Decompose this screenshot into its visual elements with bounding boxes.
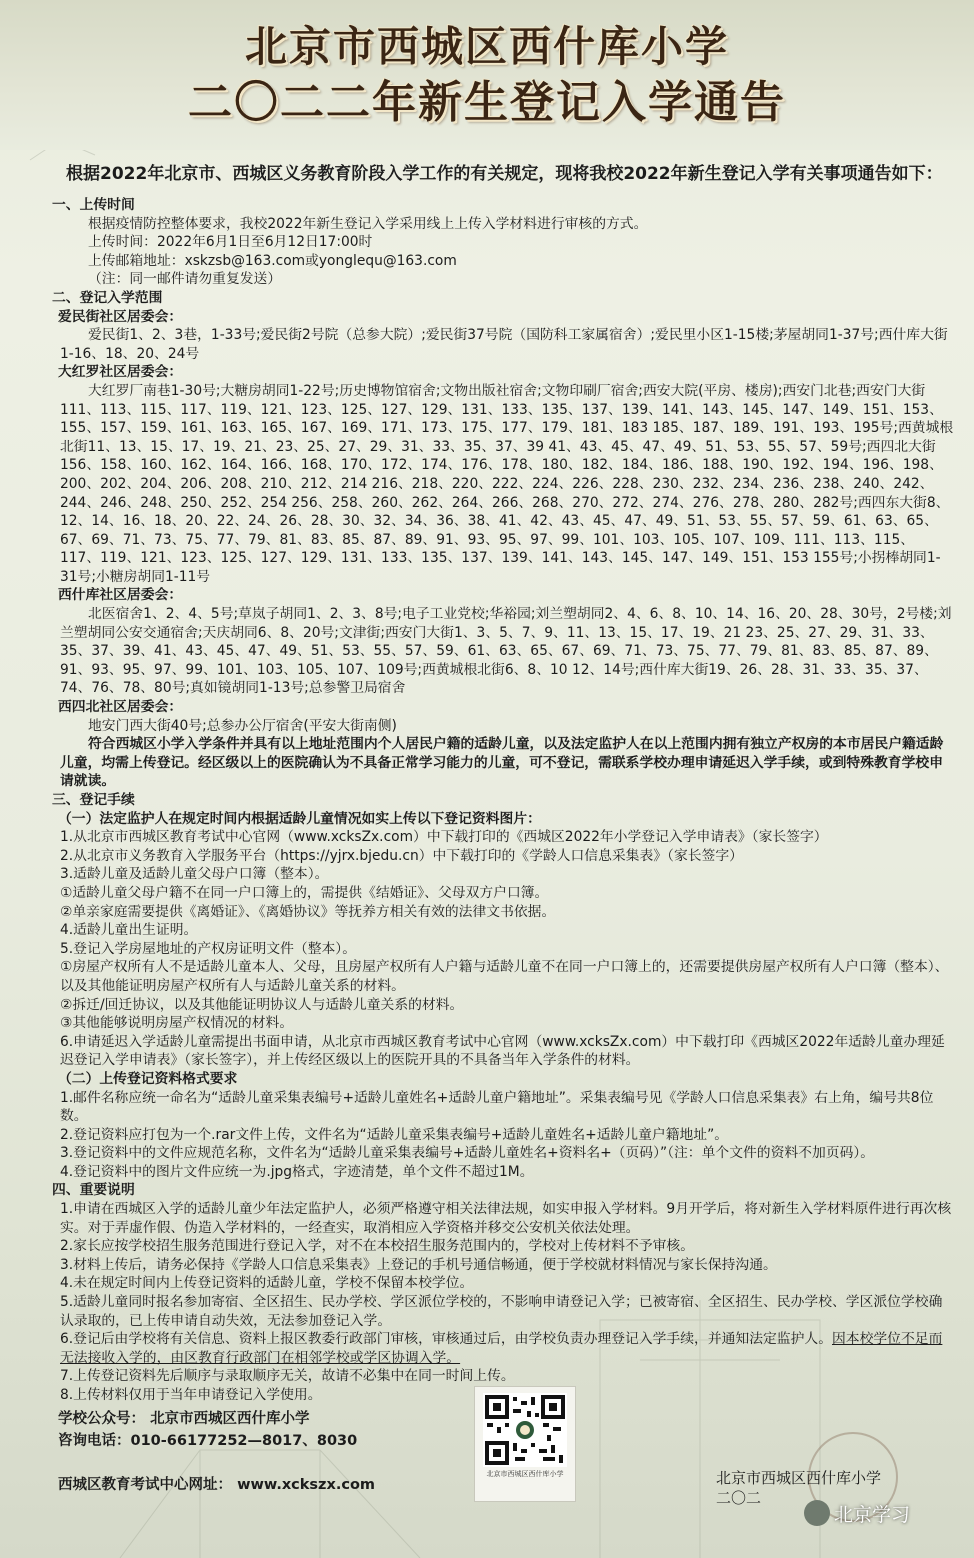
list-item: ①适龄儿童父母户籍不在同一户口簿上的，需提供《结婚证》、父母双方户口簿。	[60, 884, 549, 901]
list-item: 7.上传登记资料先后顺序与录取顺序无关，故请不必集中在同一时间上传。	[60, 1368, 515, 1385]
upload-time-line: 上传时间：2022年6月1日至6月12日17:00时	[88, 234, 373, 251]
upload-note-line: （注：同一邮件请勿重复发送）	[88, 271, 282, 288]
list-item: 2.登记资料应打包为一个.rar文件上传，文件名为“适龄儿童采集表编号+适龄儿童姓名+适龄儿童户籍地址”。	[60, 1126, 729, 1143]
section-procedure-title: 三、登记手续	[52, 792, 135, 808]
wechat-label: 学校公众号：	[58, 1411, 145, 1427]
list-item: 4.未在规定时间内上传登记资料的适龄儿童，学校不保留本校学位。	[60, 1275, 474, 1292]
intro-paragraph: 根据2022年北京市、西城区义务教育阶段入学工作的有关规定，现将我校2022年新生登记入学有关事项通告如下：	[66, 164, 943, 184]
community-name: 西四北社区居委会：	[58, 699, 183, 716]
phone-value: 010-66177252—8017、8030	[130, 1433, 358, 1449]
community-range-text: 地安门西大街40号;总参办公厅宿舍(平安大街南侧)	[88, 717, 397, 734]
header-banner	[0, 0, 974, 150]
community-name: 西什库社区居委会：	[58, 587, 183, 604]
list-item-underlined: 因本校学位不足而无法接收入学的，由区教育行政部门在相邻学校或学区协调入学。	[60, 1331, 943, 1366]
upload-email-line: 上传邮箱地址：xskzsb@163.com或yonglequ@163.com	[88, 252, 457, 269]
signature-school: 北京市西城区西什库小学	[716, 1469, 882, 1487]
website-label: 西城区教育考试中心网址：	[58, 1477, 232, 1493]
list-item: 1.邮件名称应统一命名为“适龄儿童采集表编号+适龄儿童姓名+适龄儿童户籍地址”。采集表编号见《学龄人口信息采集表》右上角，编号共8位数。	[60, 1089, 934, 1125]
list-item: ②单亲家庭需要提供《离婚证》、《离婚协议》等抚养方相关有效的法律文书依据。	[60, 903, 556, 920]
list-item: 5.适龄儿童同时报名参加寄宿、全区招生、民办学校、学区派位学校的，不影响申请登记入学；已被寄宿、全区招生、民办学校、学区派位学校确认录取的，已上传申请自动失效，无法参加登记入学。	[60, 1294, 943, 1329]
list-item: ②拆迁/回迁协议，以及其他能证明协议人与适龄儿童关系的材料。	[60, 996, 464, 1013]
contact-footer	[58, 1408, 375, 1496]
wechat-icon	[804, 1500, 830, 1526]
qr-caption: 北京市西城区西什库小学	[486, 1470, 564, 1478]
list-item	[52, 1330, 954, 1367]
list-item: ③其他能够说明房屋产权情况的材料。	[60, 1015, 294, 1032]
list-item: 4.适龄儿童出生证明。	[60, 922, 198, 939]
list-item: 4.登记资料中的图片文件应统一为.jpg格式，字迹清楚，单个文件不超过1M。	[60, 1163, 534, 1180]
list-item: 8.上传材料仅用于当年申请登记入学使用。	[60, 1387, 322, 1403]
page-title-line1: 北京市西城区西什库小学	[244, 22, 729, 71]
list-item: 3.登记资料中的文件应规范名称，文件名为“适龄儿童采集表编号+适龄儿童姓名+资料名+（页码）”（注：单个文件的资料不加页码）。	[60, 1145, 875, 1162]
community-name: 爱民街社区居委会：	[58, 308, 183, 325]
community-range-text: 爱民街1、2、3巷，1-33号;爱民街2号院（总参大院）;爱民街37号院（国防科工家属宿舍）;爱民里小区1-15楼;茅屋胡同1-37号;西什库大街1-16、18、20、24号	[60, 327, 948, 362]
website-row	[58, 1474, 375, 1496]
list-item: 3.适龄儿童及适龄儿童父母户口簿（整本）。	[60, 866, 329, 883]
format-list	[52, 1089, 954, 1182]
watermark-text: 北京学习	[834, 1503, 911, 1526]
list-item: 2.从北京市义务教育入学服务平台（https://yjrx.bjedu.cn）中下载打印的《学龄人口信息采集表》（家长签字）	[60, 847, 743, 864]
important-list	[52, 1200, 954, 1405]
qr-code[interactable]	[474, 1386, 576, 1502]
qr-code-icon	[483, 1393, 567, 1467]
list-item: 6.申请延迟入学适龄儿童需提出书面申请，从北京市西城区教育考试中心官网（www.xcksZx.com）中下载打印《西城区2022年适龄儿童办理延迟登记入学申请表》（家长签字），并上传经区级以上的医院开具的不具备当年入学条件的材料。	[60, 1033, 945, 1069]
community-range-text: 大红罗厂南巷1-30号;大糖房胡同1-22号;历史博物馆宿舍;文物出版社宿舍;文物印刷厂宿舍;西安大院(平房、楼房);西安门北巷;西安门大街111、113、115、117、119、121、123、125、127、129、131、133、135、137、139、141、143、145、147、149、151、153、155、157、159、161、163、165、167、169、171、173、175、177、179、181、183 185、187、189、191、193、195号;西黄城根北街11、13、15、17、19、21、23、25、27、29、31、33、35、37、39 41、43、45、47、49、51、53、55、57、59号;西四北大街156、158、160、162、164、166、168、170、172、174、176、178、180、182、184、186、188、190、192、194、196、198、200、202、204、206、208、210、212、214 216、218、220、222、224、226、228、230、232、234、236、238、240、242、244、246、248、250、252、254 256、258、260、262、264、266、268、270、272、274、276、278、280、282号;西四东大街8、12、14、16、18、20、22、24、26、28、30、32、34、36、38、41、42、43、45、47、49、51、53、55、57、59、61、63、65、67、69、71、73、75、77、79、81、83、85、87、89、91、93、95、97、99、101、103、105、107、109、111、113、115、117、119、121、123、125、127、129、131、133、135、137、139、141、143、145、147、149、151、153 155号;小拐棒胡同1-31号;小糖房胡同1-11号	[60, 382, 954, 585]
list-item: 3.材料上传后，请务必保持《学龄人口信息采集表》上登记的手机号通信畅通，便于学校就材料情况与家长保持沟通。	[60, 1256, 777, 1273]
page-title-line2: 二〇二二年新生登记入学通告	[188, 77, 786, 128]
list-item: 2.家长应按学校招生服务范围进行登记入学，对不在本校招生服务范围内的，学校对上传材料不予审核。	[60, 1238, 695, 1255]
wechat-row	[58, 1408, 375, 1430]
phone-row	[58, 1430, 375, 1452]
format-subtitle: （二）上传登记资料格式要求	[58, 1070, 238, 1087]
signature-date: 二〇二	[716, 1489, 762, 1507]
notice-body	[52, 163, 954, 1405]
list-item: 1.从北京市西城区教育考试中心官网（www.xcksZx.com）中下载打印的《西城区2022年小学登记入学申请表》（家长签字）	[60, 829, 828, 846]
section-upload-time-title: 一、上传时间	[52, 197, 135, 213]
website-link[interactable]: www.xckszx.com	[237, 1477, 376, 1493]
upload-time-line: 根据疫情防控整体要求，我校2022年新生登记入学采用线上上传入学材料进行审核的方式。	[88, 215, 648, 232]
community-name: 大红罗社区居委会：	[58, 364, 183, 381]
list-item: ①房屋产权所有人不是适龄儿童本人、父母，且房屋产权所有人户籍与适龄儿童不在同一户口簿上的，还需要提供房屋产权所有人户口簿（整本）、以及其他能证明房屋产权所有人与适龄儿童关系的材料。	[60, 959, 949, 994]
community-range-text: 北医宿舍1、2、4、5号;草岚子胡同1、2、3、8号;电子工业党校;华裕园;刘兰塑胡同2、4、6、8、10、14、16、20、28、30号，2号楼;刘兰塑胡同公安交通宿舍;天庆胡同6、8、20号;文津街;西安门大街1、3、5、7、9、11、13、15、17、19、21 23、25、27、29、31、33、35、37、39、41、43、45、47、49、51、53、55、57、59、61、63、65、67、69、71、73、75、77、79、81、83、85、87、89、91、93、95、97、99、101、103、105、107、109号;西黄城根北街6、8、10 12、14号;西什库大街19、26、28、31、33、35、37、74、76、78、80号;真如镜胡同1-13号;总参警卫局宿舍	[60, 606, 952, 697]
list-item: 1.申请在西城区入学的适龄儿童少年法定监护人，必须严格遵守相关法律法规，如实申报入学材料。9月开学后，将对新生入学材料原件进行再次核实。对于弄虚作假、伪造入学材料的，一经查实，取消相应入学资格并移交公安机关依法处理。	[60, 1201, 952, 1236]
procedure-list	[52, 828, 954, 1070]
section-important-title: 四、重要说明	[52, 1182, 135, 1199]
watermark-badge	[804, 1500, 910, 1526]
phone-label: 咨询电话：	[58, 1433, 131, 1449]
eligibility-note: 符合西城区小学入学条件并具有以上地址范围内个人居民户籍的适龄儿童，以及法定监护人在以上范围内拥有独立产权房的本市居民户籍适龄儿童，均需上传登记。经区级以上的医院确认为不具备正常学习能力的儿童，可不登记，需联系学校办理申请延迟入学手续，或到特殊教育学校申请就读。	[60, 736, 944, 790]
wechat-value: 北京市西城区西什库小学	[150, 1411, 310, 1427]
list-item: 5.登记入学房屋地址的产权房证明文件（整本）。	[60, 940, 356, 957]
procedure-subtitle: （一）法定监护人在规定时间内根据适龄儿童情况如实上传以下登记资料图片：	[58, 810, 541, 827]
list-item-text: 6.登记后由学校将有关信息、资料上报区教委行政部门审核，审核通过后，由学校负责办理登记入学手续，并通知法定监护人。	[60, 1331, 832, 1348]
section-range-title: 二、登记入学范围	[52, 289, 163, 306]
